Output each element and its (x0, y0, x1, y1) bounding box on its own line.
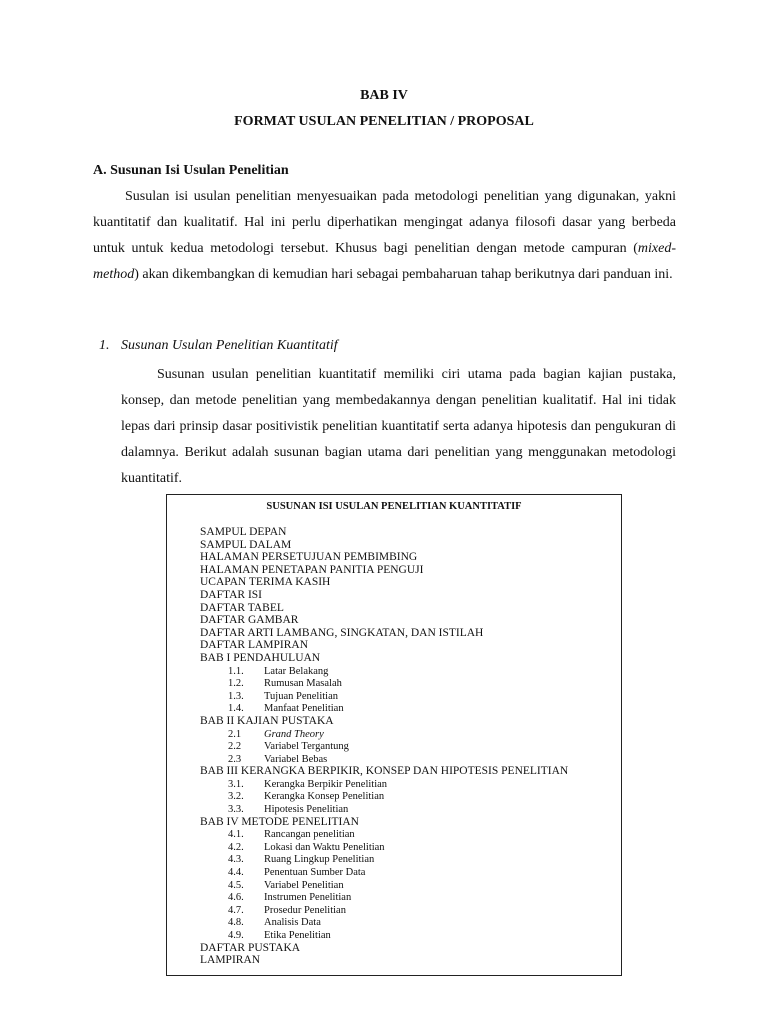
outline-item-label: Grand Theory (264, 728, 324, 740)
outline-item-label: Variabel Penelitian (264, 879, 344, 891)
paragraph-intro (93, 184, 676, 288)
outline-item (200, 715, 620, 728)
outline-item-number: 4.8. (228, 917, 244, 929)
chapter-heading: BAB IV (360, 88, 408, 103)
outline-item-label: LAMPIRAN (200, 954, 261, 967)
outline-item-number: 2.3 (228, 753, 242, 765)
outline-item-number: 4.9. (228, 930, 244, 941)
outline-item (200, 690, 620, 703)
outline-item-label: Hipotesis Penelitian (264, 804, 349, 816)
subsection-title: Susunan Usulan Penelitian Kuantitatif (121, 338, 338, 353)
outline-item (200, 816, 620, 829)
outline-item (200, 916, 620, 929)
outline-item (200, 728, 620, 741)
outline-item-number: 1.2. (228, 678, 244, 690)
chapter-title: FORMAT USULAN PENELITIAN / PROPOSAL (234, 114, 534, 129)
outline-item-number: 2.2 (228, 741, 242, 753)
outline-box (166, 494, 622, 976)
outline-item-label: Rancangan penelitian (264, 829, 355, 841)
outline-item (200, 564, 620, 577)
outline-item (200, 539, 620, 552)
outline-item (200, 589, 620, 602)
outline-item (200, 866, 620, 879)
outline-item-label: Penentuan Sumber Data (264, 867, 366, 879)
outline-item-label: Lokasi dan Waktu Penelitian (264, 841, 385, 853)
paragraph-intro-text-1: Susulan isi usulan penelitian menyesuaikan pada metodologi penelitian yang digunakan, yakni kuantitatif dan kualitatif. Hal ini perlu diperhatikan mengingat adanya filosofi dasar yang berbeda untuk untuk kedua metodologi tersebut. Khusus bagi penelitian dengan metode campuran ( (93, 189, 676, 256)
outline-item-number: 1.1. (228, 665, 244, 677)
outline-item-number: 3.3. (228, 804, 244, 816)
outline-item (200, 841, 620, 854)
outline-item-label: DAFTAR GAMBAR (200, 614, 299, 627)
outline-item (200, 954, 620, 967)
outline-item (200, 665, 620, 678)
outline-item-label: Variabel Tergantung (264, 741, 349, 753)
outline-item (200, 702, 620, 715)
outline-item-label: Latar Belakang (264, 665, 329, 677)
outline-item-label: SAMPUL DEPAN (200, 526, 287, 538)
outline-item-number: 4.1. (228, 829, 244, 841)
outline-item (200, 627, 620, 640)
outline-item (200, 740, 620, 753)
outline-item-label: Kerangka Konsep Penelitian (264, 791, 385, 803)
outline-item-label: DAFTAR LAMPIRAN (200, 639, 309, 652)
outline-item-number: 2.1 (228, 728, 242, 740)
outline-item-label: UCAPAN TERIMA KASIH (200, 576, 331, 589)
subsection-number: 1. (99, 338, 110, 353)
outline-item-number: 4.4. (228, 867, 244, 879)
subsection-heading-1 (99, 338, 338, 354)
outline-item-number: 4.2. (228, 841, 244, 853)
outline-item-label: BAB IV METODE PENELITIAN (200, 815, 359, 828)
outline-item-label: Instrumen Penelitian (264, 892, 352, 904)
outline-item (200, 942, 620, 955)
outline-item-label: HALAMAN PERSETUJUAN PEMBIMBING (200, 551, 418, 564)
outline-item-number: 1.4. (228, 703, 244, 715)
outline-item (200, 904, 620, 917)
paragraph-quantitative: Susunan usulan penelitian kuantitatif memiliki ciri utama pada bagian kajian pustaka, konsep, dan metode penelitian yang membedakannya dengan penelitian kualitatif. Hal ini tidak lepas dari prinsip dasar positivistik penelitian kuantitatif serta adanya hipotesis dan pengukuran di dalamnya. Berikut adalah susunan bagian utama dari penelitian yang menggunakan metodologi kuantitatif. (121, 367, 676, 486)
outline-item-number: 3.1. (228, 778, 244, 790)
outline-item-label: Analisis Data (264, 917, 321, 929)
outline-item-number: 3.2. (228, 791, 244, 803)
outline-item (200, 576, 620, 589)
outline-item (200, 828, 620, 841)
outline-item (200, 790, 620, 803)
outline-item (200, 753, 620, 766)
outline-item-label: Prosedur Penelitian (264, 904, 346, 916)
outline-item-label: Manfaat Penelitian (264, 703, 344, 715)
outline-item (200, 778, 620, 791)
outline-item (200, 526, 620, 539)
outline-item-label: DAFTAR ARTI LAMBANG, SINGKATAN, DAN ISTILAH (200, 626, 484, 639)
outline-item-label: SAMPUL DALAM (200, 538, 292, 551)
outline-item-number: 4.5. (228, 879, 244, 891)
outline-item (200, 652, 620, 665)
outline-item-label: BAB I PENDAHULUAN (200, 651, 321, 664)
outline-item (200, 602, 620, 615)
outline-item-label: DAFTAR ISI (200, 588, 263, 601)
outline-item-label: HALAMAN PENETAPAN PANITIA PENGUJI (200, 563, 424, 576)
outline-item-number: 4.3. (228, 854, 244, 866)
outline-list (200, 526, 620, 967)
paragraph-intro-text-2: ) akan dikembangkan di kemudian hari sebagai pembaharuan tahap berikutnya dari panduan ini. (134, 267, 673, 282)
outline-item-number: 4.7. (228, 904, 244, 916)
outline-item (200, 639, 620, 652)
outline-item-label: DAFTAR TABEL (200, 601, 284, 614)
outline-item (200, 803, 620, 816)
paragraph-intro-italic: mixed-method (93, 241, 676, 282)
outline-item-label: Ruang Lingkup Penelitian (264, 854, 375, 866)
outline-item (200, 765, 620, 778)
outline-item-label: Etika Penelitian (264, 930, 331, 941)
outline-box-title: SUSUNAN ISI USULAN PENELITIAN KUANTITATIF (266, 501, 522, 512)
outline-item (200, 677, 620, 690)
section-heading-a: A. Susunan Isi Usulan Penelitian (93, 163, 289, 178)
outline-item-label: BAB III KERANGKA BERPIKIR, KONSEP DAN HIPOTESIS PENELITIAN (200, 765, 569, 778)
outline-item-label: DAFTAR PUSTAKA (200, 941, 301, 954)
outline-item-label: Tujuan Penelitian (264, 690, 338, 702)
outline-item (200, 853, 620, 866)
outline-item (200, 929, 620, 942)
outline-item (200, 614, 620, 627)
outline-item-number: 4.6. (228, 892, 244, 904)
outline-item (200, 891, 620, 904)
outline-item (200, 879, 620, 892)
outline-item-label: BAB II KAJIAN PUSTAKA (200, 714, 334, 727)
outline-item (200, 551, 620, 564)
outline-item-label: Variabel Bebas (264, 753, 328, 765)
outline-item-label: Rumusan Masalah (264, 678, 342, 690)
outline-item-number: 1.3. (228, 690, 244, 702)
outline-item-label: Kerangka Berpikir Penelitian (264, 778, 388, 790)
